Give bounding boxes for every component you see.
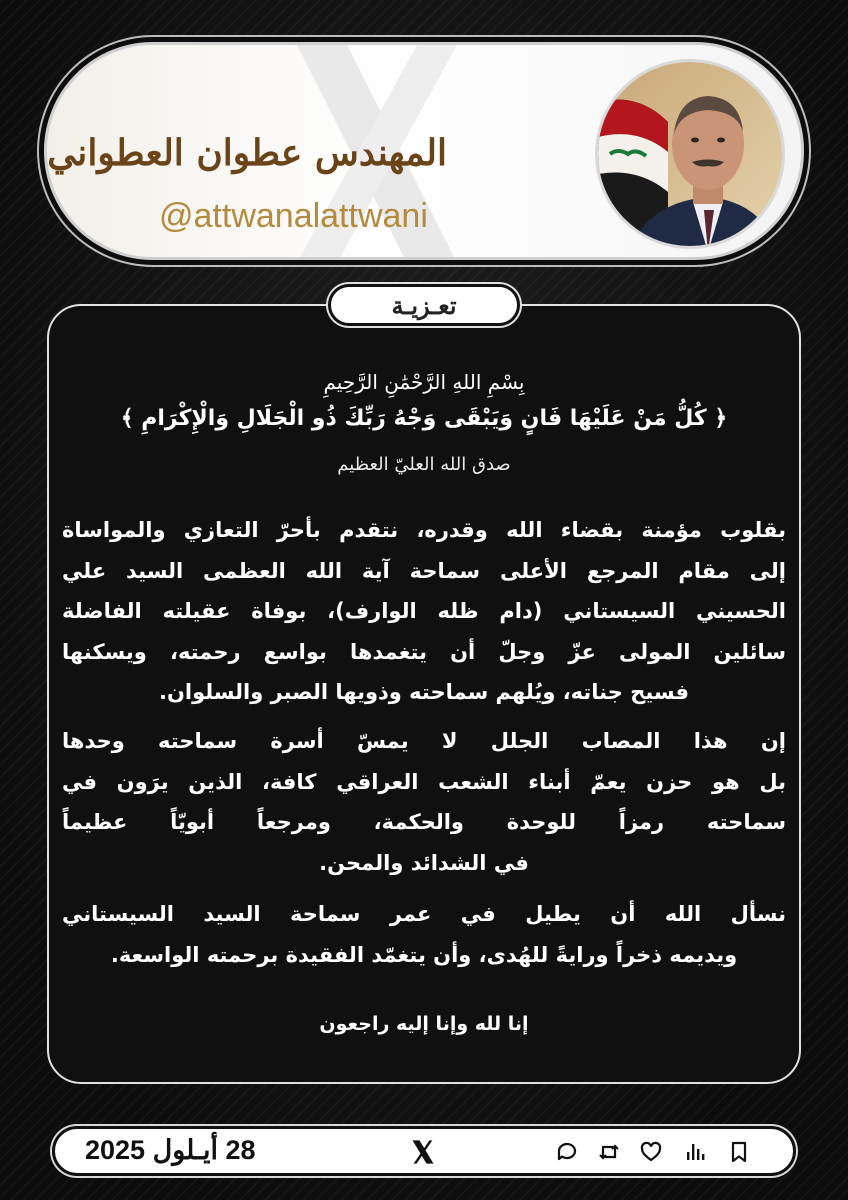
paragraph-line: فسيح جناته، ويُلهم سماحته وذويها الصبر والسلوان.: [158, 680, 690, 704]
paragraph-line: بقلوب مؤمنة بقضاء الله وقدره، نتقدم بأحرّ التعازي والمواساة: [62, 518, 786, 542]
paragraph-line: بل هو حزن يعمّ أبناء الشعب العراقي كافة، الذين يرَون في: [62, 769, 786, 794]
like-icon[interactable]: [639, 1140, 663, 1164]
tweet-footer-bar: [52, 1126, 796, 1176]
paragraph-2: [62, 721, 786, 883]
paragraph-line: نسأل الله أن يطيل في عمر سماحة السيد السيستاني: [62, 902, 786, 926]
paragraph-line: ويديمه ذخراً ورايةً للهُدى، وأن يتغمّد الفقيدة برحمته الواسعة.: [110, 942, 738, 967]
views-icon[interactable]: [683, 1140, 707, 1164]
paragraph-line: إلى مقام المرجع الأعلى سماحة آية الله العظمى السيد علي: [62, 558, 786, 583]
post-date: 28 أيـلول 2025: [85, 1135, 256, 1165]
paragraph-3: [62, 894, 786, 975]
profile-name-calligraphy: المهندس عطوان العطواني: [47, 132, 447, 174]
reply-icon[interactable]: [555, 1140, 579, 1164]
sadaq-text: صدق الله العليّ العظيم: [337, 454, 511, 475]
paragraph-line: في الشدائد والمحن.: [319, 850, 529, 875]
paragraph-1: [62, 510, 786, 713]
paragraph-line: سماحته رمزاً للوحدة والحكمة، ومرجعاً أبويّاً عظيماً: [62, 810, 786, 834]
profile-photo: [595, 59, 785, 249]
condolence-title: تعـزيـة: [328, 284, 520, 326]
basmala-text: بِسْمِ اللهِ الرَّحْمَٰنِ الرَّحِيمِ: [323, 370, 525, 394]
paragraph-line: الحسيني السيستاني (دام ظله الوارف)، بوفاة عقيلته الفاضلة: [62, 599, 786, 623]
portrait-illustration: [598, 62, 785, 249]
profile-header-card: [44, 42, 804, 260]
quran-verse: ﴿ كُلُّ مَنْ عَلَيْهَا فَانٍ وَيَبْقَى وَجْهُ رَبِّكَ ذُو الْجَلَالِ وَالْإِكْرَامِ ﴾: [120, 406, 728, 431]
repost-icon[interactable]: [597, 1140, 621, 1164]
paragraph-line: سائلين المولى عزّ وجلّ أن يتغمدها بواسع رحمته، ويسكنها: [62, 639, 786, 664]
closing-text: إنا لله وإنا إليه راجعون: [319, 1013, 529, 1035]
profile-handle[interactable]: @attwanalattwani: [159, 197, 428, 235]
x-logo-icon[interactable]: [409, 1138, 437, 1166]
paragraph-line: إن هذا المصاب الجلل لا يمسّ أسرة سماحته وحدها: [62, 729, 786, 753]
bookmark-icon[interactable]: [727, 1140, 751, 1164]
